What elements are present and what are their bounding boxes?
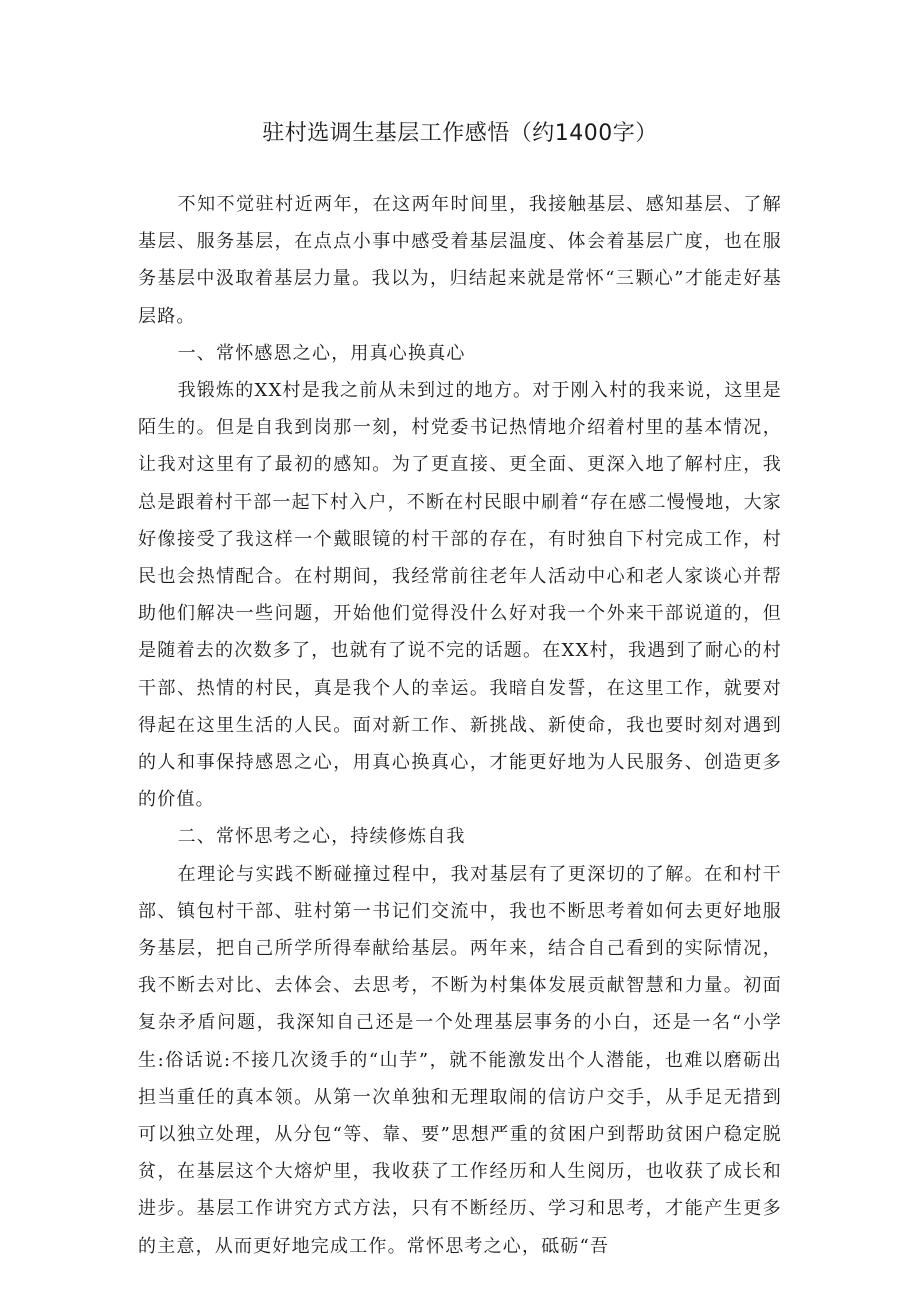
section-heading-reflection: 二、常怀思考之心，持续修炼自我	[177, 826, 466, 848]
document-body	[138, 186, 782, 1265]
section-heading-gratitude: 一、常怀感恩之心，用真心换真心	[177, 342, 466, 364]
paragraph-reflection: 在理论与实践不断碰撞过程中，我对基层有了更深切的了解。在和村干部、镇包村干部、驻村第一书记们交流中，我也不断思考着如何去更好地服务基层，把自己所学所得奉献给基层。两年来，结合自己看到的实际情况，我不断去对比、去体会、去思考，不断为村集体发展贡献智慧和力量。初面复杂矛盾问题，我深知自己还是一个处理基层事务的小白，还是一名“小学生:俗话说:不接几次烫手的“山芋”，就不能激发出个人潜能，也难以磨砺出担当重任的真本领。从第一次单独和无理取闹的信访户交手，从手足无措到可以独立处理，从分包“等、靠、要”思想严重的贫困户到帮助贫困户稳定脱贫，在基层这个大熔炉里，我收获了工作经历和人生阅历，也收获了成长和进步。基层工作讲究方式方法，只有不断经历、学习和思考，才能产生更多的主意，从而更好地完成工作。常怀思考之心，砥砺“吾	[138, 863, 782, 1257]
paragraph-intro: 不知不觉驻村近两年，在这两年时间里，我接触基层、感知基层、了解基层、服务基层，在点点小事中感受着基层温度、体会着基层广度，也在服务基层中汲取着基层力量。我以为，归结起来就是常怀“三颗心”才能走好基层路。	[138, 194, 782, 327]
document-title: 驻村选调生基层工作感悟（约1400字）	[262, 121, 658, 146]
paragraph-gratitude: 我锻炼的XX村是我之前从未到过的地方。对于刚入村的我来说，这里是陌生的。但是自我到岗那一刻，村党委书记热情地介绍着村里的基本情况，让我对这里有了最初的感知。为了更直接、更全面、更深入地了解村庄，我总是跟着村干部一起下村入户，不断在村民眼中刷着“存在感二慢慢地，大家好像接受了我这样一个戴眼镜的村干部的存在，有时独自下村完成工作，村民也会热情配合。在村期间，我经常前往老年人活动中心和老人家谈心并帮助他们解决一些问题，开始他们觉得没什么好对我一个外来干部说道的，但是随着去的次数多了，也就有了说不完的话题。在XX村，我遇到了耐心的村干部、热情的村民，真是我个人的幸运。我暗自发誓，在这里工作，就要对得起在这里生活的人民。面对新工作、新挑战、新使命，我也要时刻对遇到的人和事保持感恩之心，用真心换真心，才能更好地为人民服务、创造更多的价值。	[138, 380, 782, 811]
